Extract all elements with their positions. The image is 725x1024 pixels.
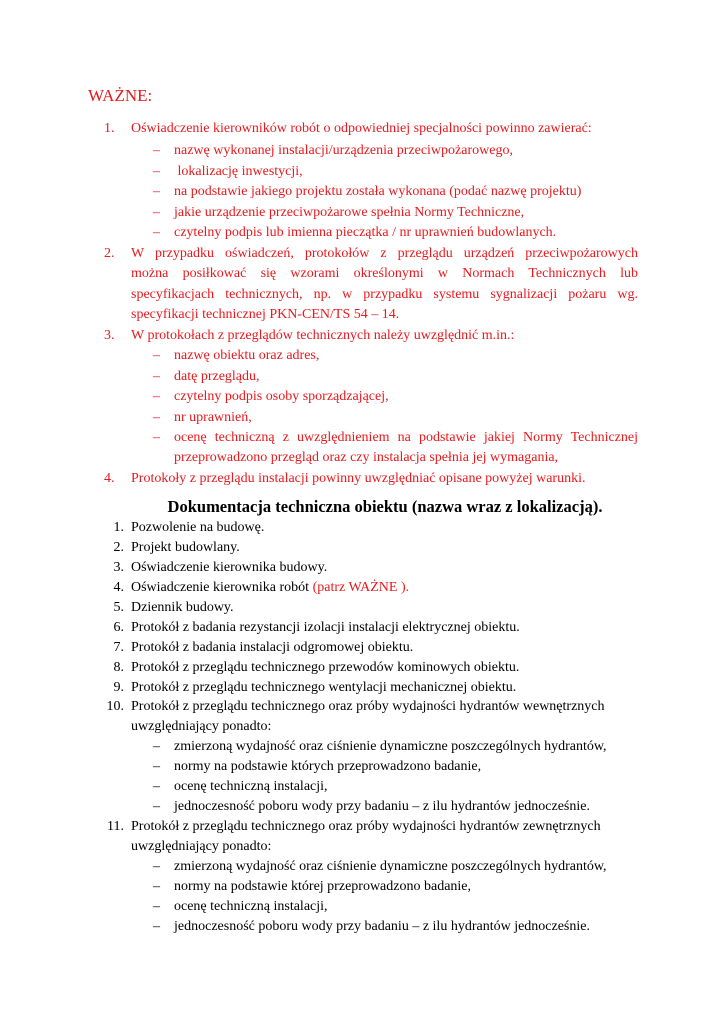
list-item-text: uwzględniający ponadto: (131, 719, 272, 734)
list-number: 3. (113, 560, 124, 575)
list-item-text: Protokół z przeglądu technicznego przewodów kominowych obiektu. (131, 660, 520, 675)
dash-bullet: – (153, 348, 160, 363)
bullet-text: normy na podstawie których przeprowadzono badanie, (174, 759, 482, 774)
bullet-text: nazwę wykonanej instalacji/urządzenia przeciwpożarowego, (174, 143, 513, 158)
list-item-text: Protokół z badania instalacji odgromowej obiektu. (131, 640, 414, 655)
dash-bullet: – (153, 739, 160, 754)
bullet-text: ocenę techniczną instalacji, (174, 899, 328, 914)
paragraph-line: specyfikacjach technicznych, np. w przypadku systemu sygnalizacji pożaru wg. (131, 287, 638, 302)
dash-bullet: – (153, 759, 160, 774)
dash-bullet: – (153, 899, 160, 914)
list-number: 4. (104, 471, 115, 486)
list-item-text: Projekt budowlany. (131, 540, 240, 555)
list-item-text: Protokół z przeglądu technicznego oraz próby wydajności hydrantów wewnętrznych (131, 699, 605, 714)
dash-bullet: – (153, 184, 160, 199)
dash-bullet: – (153, 164, 160, 179)
list-item-text-main: Oświadczenie kierownika robót (131, 580, 313, 595)
dash-bullet: – (153, 919, 160, 934)
list-item-text: Pozwolenie na budowę. (131, 520, 265, 535)
bullet-text: nazwę obiektu oraz adres, (174, 348, 320, 363)
list-number: 10. (106, 699, 124, 714)
list-number: 4. (113, 580, 124, 595)
list-item-text: uwzględniający ponadto: (131, 839, 272, 854)
dash-bullet: – (153, 779, 160, 794)
bullet-text: jednoczesność poboru wody przy badaniu – z ilu hydrantów jednocześnie. (174, 919, 590, 934)
paragraph-line: W przypadku oświadczeń, protokołów z przeglądu urządzeń przeciwpożarowych (131, 246, 638, 261)
bullet-text: datę przeglądu, (174, 369, 260, 384)
list-item-text: Dziennik budowy. (131, 600, 234, 615)
dash-bullet: – (153, 799, 160, 814)
dash-bullet: – (153, 879, 160, 894)
list-item-text: W protokołach z przeglądów technicznych należy uwzględnić m.in.: (131, 328, 515, 343)
dash-bullet: – (153, 389, 160, 404)
list-item-text (131, 580, 409, 596)
list-number: 9. (113, 680, 124, 695)
list-number: 11. (107, 819, 124, 834)
list-item-text: Oświadczenie kierowników robót o odpowiedniej specjalności powinno zawierać: (131, 121, 592, 136)
important-heading: WAŻNE: (88, 86, 153, 105)
list-item-text: Protokół z badania rezystancji izolacji instalacji elektrycznej obiektu. (131, 620, 520, 635)
list-number: 2. (104, 246, 115, 261)
dash-bullet: – (153, 205, 160, 220)
section-title: Dokumentacja techniczna obiektu (nazwa wraz z lokalizacją). (167, 497, 603, 516)
bullet-text: czytelny podpis osoby sporządzającej, (174, 389, 389, 404)
list-number: 1. (113, 520, 124, 535)
paragraph-line: specyfikacji technicznej PKN-CEN/TS 54 – 14. (131, 307, 400, 322)
bullet-text: czytelny podpis lub imienna pieczątka / nr uprawnień budowlanych. (174, 225, 557, 240)
bullet-text: na podstawie jakiego projektu została wykonana (podać nazwę projektu) (174, 184, 582, 199)
bullet-text: normy na podstawie której przeprowadzono badanie, (174, 879, 472, 894)
dash-bullet: – (153, 410, 160, 425)
bullet-text: zmierzoną wydajność oraz ciśnienie dynamiczne poszczególnych hydrantów, (174, 739, 607, 754)
dash-bullet: – (153, 430, 160, 445)
bullet-text: jednoczesność poboru wody przy badaniu – z ilu hydrantów jednocześnie. (174, 799, 590, 814)
dash-bullet: – (153, 369, 160, 384)
bullet-text: jakie urządzenie przeciwpożarowe spełnia Normy Techniczne, (174, 205, 525, 220)
list-number: 3. (104, 328, 115, 343)
bullet-text: zmierzoną wydajność oraz ciśnienie dynamiczne poszczególnych hydrantów, (174, 859, 607, 874)
list-number: 2. (113, 540, 124, 555)
dash-bullet: – (153, 859, 160, 874)
list-item-text: Oświadczenie kierownika budowy. (131, 560, 328, 575)
dash-bullet: – (153, 143, 160, 158)
bullet-text: ocenę techniczną z uwzględnieniem na podstawie jakiej Normy Technicznej (174, 430, 638, 445)
list-item-text: Protokoły z przeglądu instalacji powinny uwzględniać opisane powyżej warunki. (131, 471, 586, 486)
dash-bullet: – (153, 225, 160, 240)
list-number: 7. (113, 640, 124, 655)
list-item-text: Protokół z przeglądu technicznego wentylacji mechanicznej obiektu. (131, 680, 517, 695)
list-number: 6. (113, 620, 124, 635)
paragraph-line: można posiłkować się wzorami określonymi w Normach Technicznych lub (131, 266, 638, 281)
bullet-text: lokalizację inwestycji, (174, 164, 303, 179)
list-number: 1. (104, 121, 115, 136)
list-item-text: Protokół z przeglądu technicznego oraz próby wydajności hydrantów zewnętrznych (131, 819, 601, 834)
list-number: 5. (113, 600, 124, 615)
bullet-text: przeprowadzono przegląd oraz czy instalacja spełnia jej wymagania, (174, 450, 559, 465)
list-number: 8. (113, 660, 124, 675)
bullet-text: ocenę techniczną instalacji, (174, 779, 328, 794)
bullet-text: nr uprawnień, (174, 410, 252, 425)
see-important-note: (patrz WAŻNE ). (312, 580, 410, 595)
